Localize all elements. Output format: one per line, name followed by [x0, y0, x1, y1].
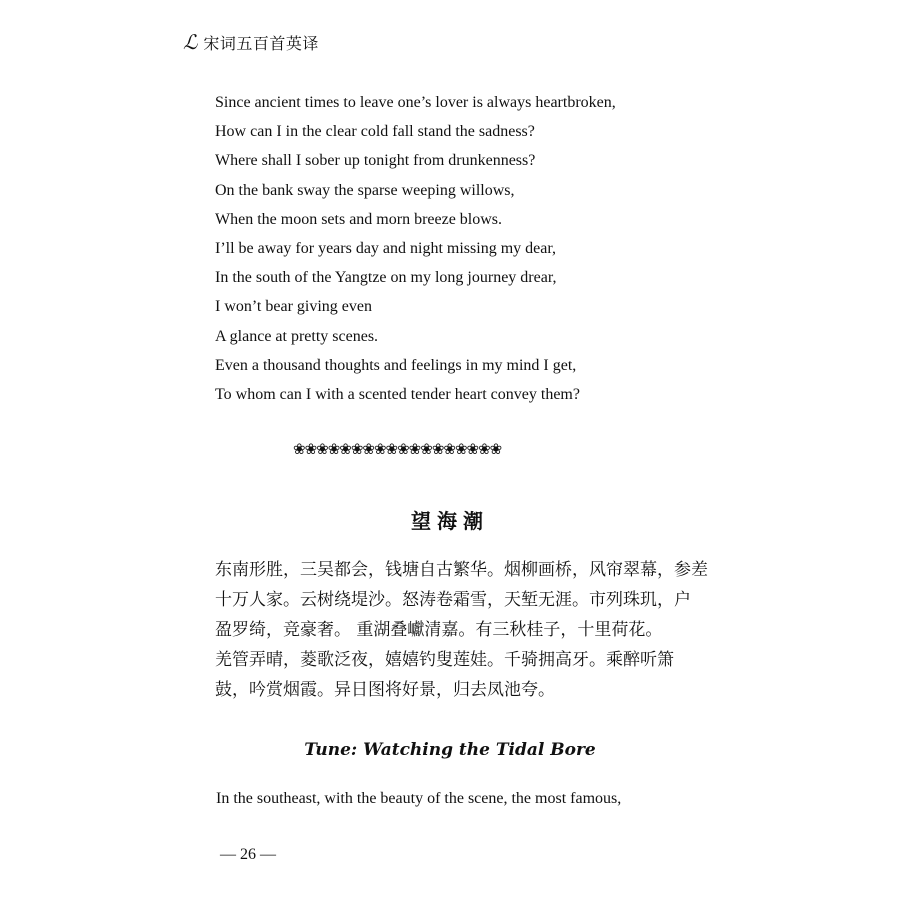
- series-logo-icon: ℒ: [183, 30, 198, 54]
- chinese-line: 鼓，吟赏烟霞。异日图将好景，归去凤池夸。: [215, 680, 555, 700]
- chinese-line: 羌管弄晴，菱歌泛夜，嬉嬉钓叟莲娃。千骑拥高牙。乘醉听箫: [215, 650, 674, 670]
- english-poem-title: Tune: Watching the Tidal Bore: [304, 740, 596, 760]
- poem-line: When the moon sets and morn breeze blows.: [215, 210, 503, 228]
- english-first-line: In the southeast, with the beauty of the scene, the most famous,: [216, 790, 622, 807]
- chinese-line: 十万人家。云树绕堤沙。怒涛卷霜雪，天堑无涯。市列珠玑，户: [215, 590, 691, 610]
- book-title: 宋词五百首英译: [203, 33, 319, 53]
- poem-line: Since ancient times to leave one’s lover is always heartbroken,: [215, 94, 616, 111]
- header-rule: [150, 58, 870, 59]
- running-header: [183, 30, 319, 54]
- poem-line: A glance at pretty scenes.: [215, 327, 379, 345]
- poem-line: Where shall I sober up tonight from drunkenness?: [215, 152, 536, 170]
- poem-line: On the bank sway the sparse weeping willows,: [215, 181, 515, 199]
- poem-line: To whom can I with a scented tender heart convey them?: [215, 386, 580, 404]
- poem-line: How can I in the clear cold fall stand the sadness?: [215, 123, 535, 141]
- chinese-line: 东南形胜，三吴都会，钱塘自古繁华。烟柳画桥，风帘翠幕，参差: [215, 560, 708, 580]
- poem-line: Even a thousand thoughts and feelings in my mind I get,: [215, 356, 577, 374]
- chinese-poem-title: 望海潮: [411, 509, 489, 533]
- chinese-poem-text: [215, 555, 708, 705]
- flower-divider: ❀❀❀❀❀❀❀❀❀❀❀❀❀❀❀❀❀❀: [293, 440, 502, 458]
- poem-line: I won’t bear giving even: [215, 298, 372, 316]
- english-poem-continuation: [215, 88, 616, 409]
- poem-line: In the south of the Yangtze on my long journey drear,: [215, 269, 557, 287]
- page-number: — 26 —: [220, 846, 276, 863]
- chinese-line: 盈罗绮，竞豪奢。 重湖叠巘清嘉。有三秋桂子，十里荷花。: [215, 620, 663, 640]
- poem-line: I’ll be away for years day and night missing my dear,: [215, 240, 557, 258]
